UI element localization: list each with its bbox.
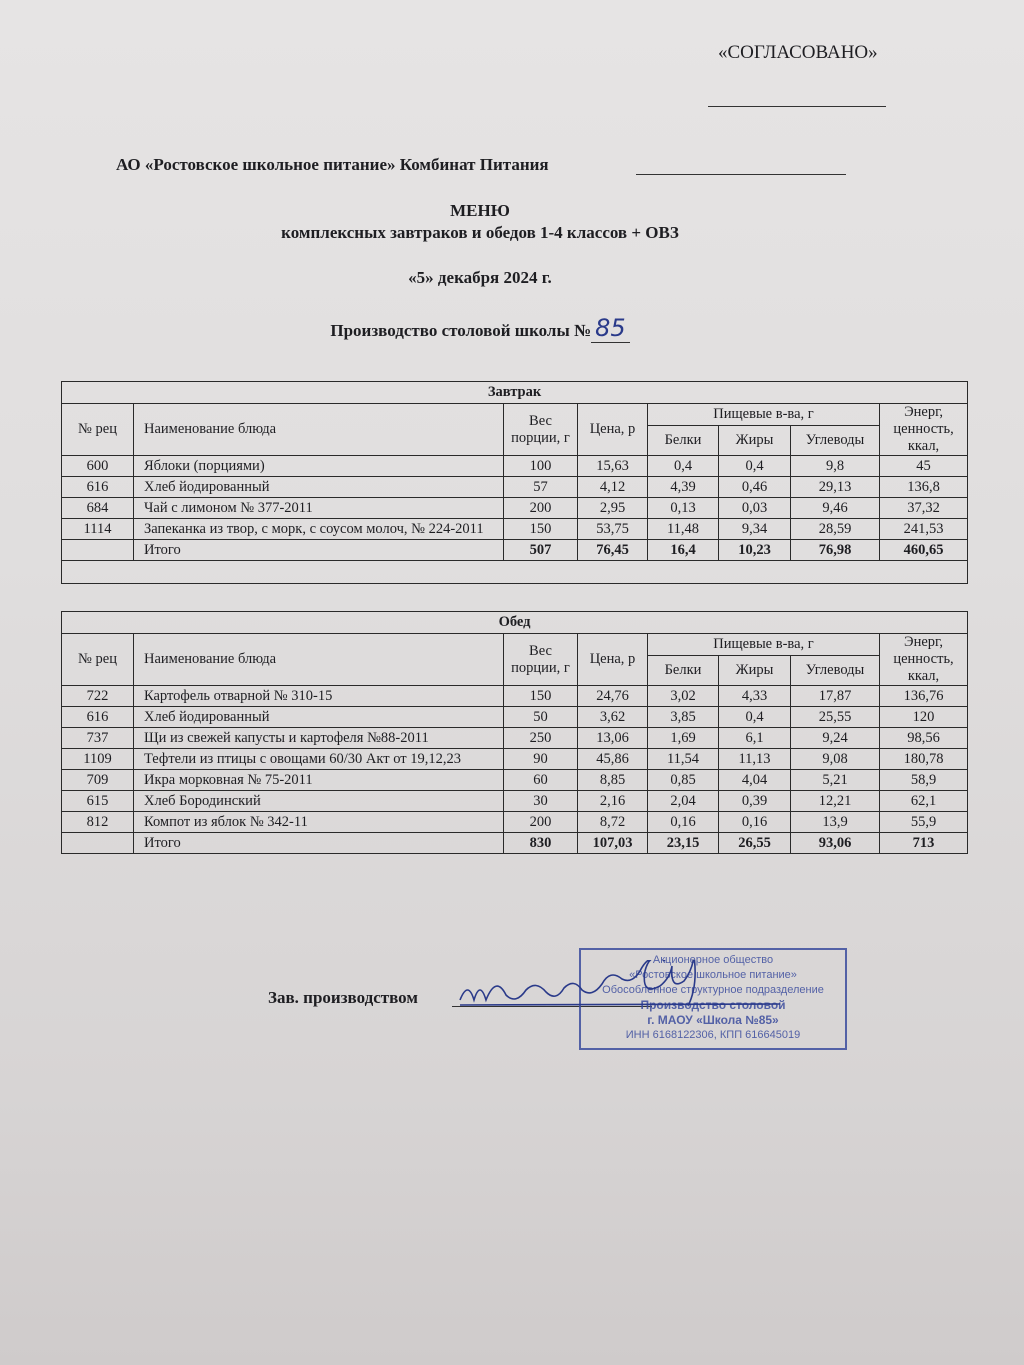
table-cell: 136,76 <box>880 686 968 707</box>
table-cell: 11,54 <box>648 749 719 770</box>
total-label: Итого <box>134 833 504 854</box>
table-cell: 4,33 <box>719 686 791 707</box>
col-header-energy: Энерг, ценность, ккал, <box>880 634 968 686</box>
total-cell: 830 <box>504 833 578 854</box>
table-cell: 24,76 <box>578 686 648 707</box>
dish-name: Яблоки (порциями) <box>134 456 504 477</box>
document-subtitle: комплексных завтраков и обедов 1-4 классов + ОВЗ <box>281 223 679 242</box>
table-cell: 9,46 <box>791 498 880 519</box>
table-cell: 50 <box>504 707 578 728</box>
col-header-nutrients: Пищевые в-ва, г <box>648 634 880 656</box>
dish-name: Чай с лимоном № 377-2011 <box>134 498 504 519</box>
stamp-line: Обособленное структурное подразделение <box>602 984 824 996</box>
section-title: Обед <box>62 612 968 634</box>
table-row <box>62 456 968 477</box>
spacer-row <box>62 561 968 584</box>
table-cell: 45,86 <box>578 749 648 770</box>
table-cell: 150 <box>504 686 578 707</box>
table-cell: 8,72 <box>578 812 648 833</box>
document-date: «5» декабря 2024 г. <box>408 268 552 287</box>
table-cell: 2,04 <box>648 791 719 812</box>
table-row <box>62 686 968 707</box>
table-cell: 684 <box>62 498 134 519</box>
col-header-carbs: Углеводы <box>791 655 880 685</box>
production-line <box>0 314 960 342</box>
organization-name: АО «Ростовское школьное питание» Комбинат Питания <box>116 155 549 174</box>
table-row <box>62 770 968 791</box>
handwritten-signature <box>450 960 810 1030</box>
table-cell: 9,8 <box>791 456 880 477</box>
col-header-fat: Жиры <box>719 425 791 455</box>
table-cell: 30 <box>504 791 578 812</box>
table-cell: 6,1 <box>719 728 791 749</box>
total-cell: 93,06 <box>791 833 880 854</box>
stamp-line: «Ростовское школьное питание» <box>629 969 797 981</box>
col-header-price: Цена, р <box>578 634 648 686</box>
table-cell: 4,12 <box>578 477 648 498</box>
table-cell: 37,32 <box>880 498 968 519</box>
document-title: МЕНЮ <box>450 201 510 220</box>
section-title: Завтрак <box>62 382 968 404</box>
table-cell: 3,85 <box>648 707 719 728</box>
table-row <box>62 519 968 540</box>
total-cell: 76,98 <box>791 540 880 561</box>
stamp-line: ИНН 6168122306, КПП 616645019 <box>625 1029 801 1041</box>
total-row <box>62 833 968 854</box>
table-cell: 12,21 <box>791 791 880 812</box>
school-number-handwritten: 85 <box>591 314 630 343</box>
production-label: Производство столовой школы № <box>330 321 592 340</box>
table-row <box>62 498 968 519</box>
dish-name: Хлеб йодированный <box>134 707 504 728</box>
dish-name: Картофель отварной № 310-15 <box>134 686 504 707</box>
table-cell: 98,56 <box>880 728 968 749</box>
col-header-rec: № рец <box>62 634 134 686</box>
table-cell: 615 <box>62 791 134 812</box>
total-cell: 107,03 <box>578 833 648 854</box>
table-cell: 45 <box>880 456 968 477</box>
table-cell: 3,02 <box>648 686 719 707</box>
table-cell: 1,69 <box>648 728 719 749</box>
stamp-line: г. МАОУ «Школа №85» <box>647 1013 779 1027</box>
dish-name: Тефтели из птицы с овощами 60/30 Акт от 19,12,23 <box>134 749 504 770</box>
table-cell: 55,9 <box>880 812 968 833</box>
table-row <box>62 812 968 833</box>
table-cell: 57 <box>504 477 578 498</box>
table-cell: 58,9 <box>880 770 968 791</box>
table-cell: 0,4 <box>648 456 719 477</box>
table-cell: 8,85 <box>578 770 648 791</box>
table-cell: 200 <box>504 812 578 833</box>
approval-heading: «СОГЛАСОВАНО» <box>718 42 878 63</box>
table-cell: 200 <box>504 498 578 519</box>
dish-name: Щи из свежей капусты и картофеля №88-2011 <box>134 728 504 749</box>
table-cell: 1114 <box>62 519 134 540</box>
dish-name: Хлеб йодированный <box>134 477 504 498</box>
table-cell: 2,95 <box>578 498 648 519</box>
table-row <box>62 728 968 749</box>
table-cell: 13,06 <box>578 728 648 749</box>
table-cell: 0,46 <box>719 477 791 498</box>
table-cell: 812 <box>62 812 134 833</box>
table-cell: 250 <box>504 728 578 749</box>
stamp-line: Акционерное общество <box>652 954 774 966</box>
table-cell: 29,13 <box>791 477 880 498</box>
total-row <box>62 540 968 561</box>
table-cell: 0,03 <box>719 498 791 519</box>
table-cell: 90 <box>504 749 578 770</box>
table-cell: 616 <box>62 477 134 498</box>
table-cell: 709 <box>62 770 134 791</box>
table-cell: 722 <box>62 686 134 707</box>
section-title-row <box>62 612 968 634</box>
table-cell: 600 <box>62 456 134 477</box>
col-header-energy: Энерг, ценность, ккал, <box>880 404 968 456</box>
table-cell: 17,87 <box>791 686 880 707</box>
total-cell: 76,45 <box>578 540 648 561</box>
table-cell: 616 <box>62 707 134 728</box>
column-header-row <box>62 404 968 426</box>
col-header-carbs: Углеводы <box>791 425 880 455</box>
dish-name: Икра морковная № 75-2011 <box>134 770 504 791</box>
table-cell: 100 <box>504 456 578 477</box>
column-header-row <box>62 634 968 656</box>
table-cell: 241,53 <box>880 519 968 540</box>
table-cell: 2,16 <box>578 791 648 812</box>
table-row <box>62 707 968 728</box>
table-cell: 180,78 <box>880 749 968 770</box>
col-header-rec: № рец <box>62 404 134 456</box>
section-title-row <box>62 382 968 404</box>
table-cell: 0,13 <box>648 498 719 519</box>
breakfast-table <box>61 381 968 584</box>
col-header-protein: Белки <box>648 425 719 455</box>
table-cell: 3,62 <box>578 707 648 728</box>
col-header-nutrients: Пищевые в-ва, г <box>648 404 880 426</box>
total-cell: 26,55 <box>719 833 791 854</box>
table-cell: 0,85 <box>648 770 719 791</box>
approval-signature-line <box>708 106 886 107</box>
dish-name: Хлеб Бородинский <box>134 791 504 812</box>
table-cell: 60 <box>504 770 578 791</box>
table-cell: 11,48 <box>648 519 719 540</box>
table-cell: 0,16 <box>648 812 719 833</box>
table-cell: 1109 <box>62 749 134 770</box>
col-header-name: Наименование блюда <box>134 634 504 686</box>
dish-name: Запеканка из твор, с морк, с соусом молоч, № 224-2011 <box>134 519 504 540</box>
table-cell: 25,55 <box>791 707 880 728</box>
table-row <box>62 791 968 812</box>
table-cell: 13,9 <box>791 812 880 833</box>
total-cell: 460,65 <box>880 540 968 561</box>
total-cell: 16,4 <box>648 540 719 561</box>
table-row <box>62 749 968 770</box>
table-cell: 9,34 <box>719 519 791 540</box>
total-cell: 507 <box>504 540 578 561</box>
table-cell: 4,04 <box>719 770 791 791</box>
table-cell: 0,4 <box>719 456 791 477</box>
total-label: Итого <box>134 540 504 561</box>
lunch-table <box>61 611 968 854</box>
table-cell: 53,75 <box>578 519 648 540</box>
table-cell: 0,16 <box>719 812 791 833</box>
col-header-weight: Вес порции, г <box>504 634 578 686</box>
table-cell: 0,4 <box>719 707 791 728</box>
dish-name: Компот из яблок № 342-11 <box>134 812 504 833</box>
table-cell: 11,13 <box>719 749 791 770</box>
table-cell: 4,39 <box>648 477 719 498</box>
organization-blank-line <box>636 174 846 175</box>
table-cell: 5,21 <box>791 770 880 791</box>
total-cell: 23,15 <box>648 833 719 854</box>
table-row <box>62 477 968 498</box>
table-cell: 9,08 <box>791 749 880 770</box>
col-header-weight: Вес порции, г <box>504 404 578 456</box>
table-cell: 120 <box>880 707 968 728</box>
col-header-fat: Жиры <box>719 655 791 685</box>
total-cell <box>62 833 134 854</box>
table-cell: 62,1 <box>880 791 968 812</box>
col-header-price: Цена, р <box>578 404 648 456</box>
table-cell: 9,24 <box>791 728 880 749</box>
total-cell: 713 <box>880 833 968 854</box>
table-cell: 737 <box>62 728 134 749</box>
col-header-protein: Белки <box>648 655 719 685</box>
signature-label: Зав. производством <box>268 988 418 1007</box>
table-cell: 28,59 <box>791 519 880 540</box>
stamp-line: Производство столовой <box>640 998 786 1012</box>
col-header-name: Наименование блюда <box>134 404 504 456</box>
spacer-cell <box>62 561 968 584</box>
table-cell: 0,39 <box>719 791 791 812</box>
total-cell <box>62 540 134 561</box>
table-cell: 150 <box>504 519 578 540</box>
total-cell: 10,23 <box>719 540 791 561</box>
table-cell: 15,63 <box>578 456 648 477</box>
table-cell: 136,8 <box>880 477 968 498</box>
